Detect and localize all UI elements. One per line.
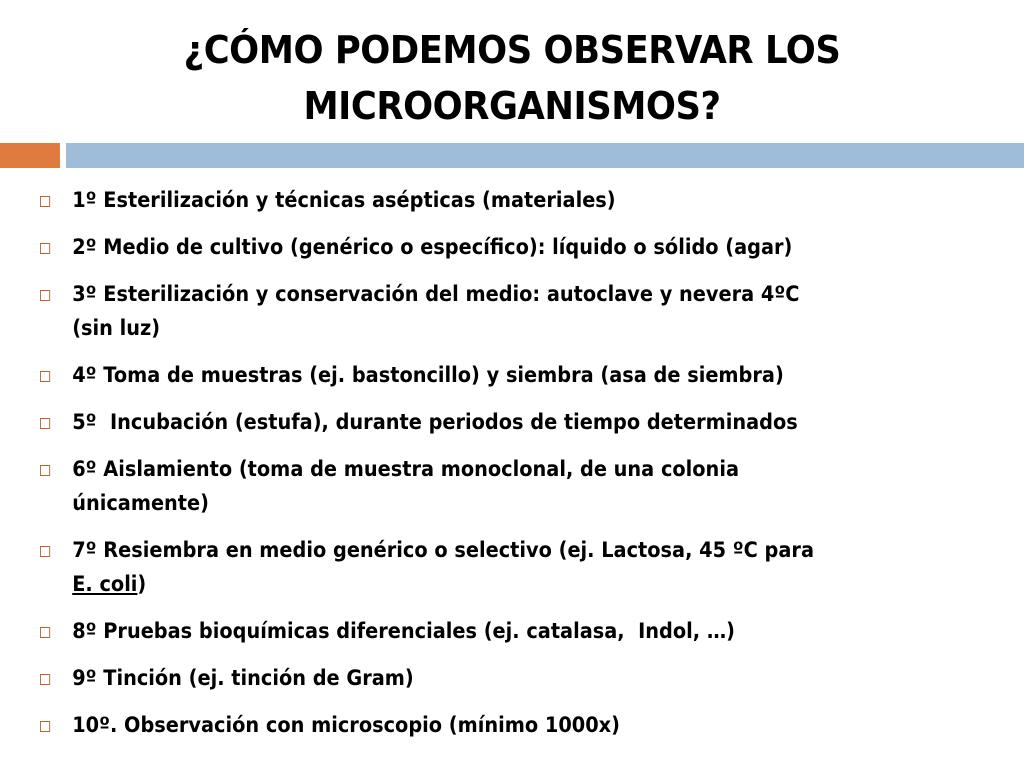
list-item bbox=[40, 358, 946, 392]
item-text: 8º Pruebas bioquímicas diferenciales (ej. catalasa, Indol, …) bbox=[72, 619, 735, 643]
item-text-line2-rest: ) bbox=[137, 572, 147, 596]
hollow-square-icon bbox=[40, 243, 50, 254]
hollow-square-icon bbox=[40, 465, 50, 476]
list-item bbox=[40, 661, 946, 695]
title-line-1: ¿CÓMO PODEMOS OBSERVAR LOS bbox=[183, 28, 841, 72]
item-text-line1: 7º Resiembra en medio genérico o selectivo (ej. Lactosa, 45 ºC para bbox=[72, 538, 814, 562]
hollow-square-icon bbox=[40, 721, 50, 732]
list-item bbox=[40, 533, 946, 601]
hollow-square-icon bbox=[40, 290, 50, 301]
list-item bbox=[40, 405, 946, 439]
hollow-square-icon bbox=[40, 627, 50, 638]
item-text-line2: (sin luz) bbox=[72, 316, 161, 340]
hollow-square-icon bbox=[40, 546, 50, 557]
species-name: E. coli bbox=[72, 572, 138, 596]
hollow-square-icon bbox=[40, 196, 50, 207]
item-text-line2: únicamente) bbox=[72, 491, 209, 515]
item-text: 9º Tinción (ej. tinción de Gram) bbox=[72, 666, 414, 690]
list-item bbox=[40, 452, 946, 520]
title-line-2: MICROORGANISMOS? bbox=[303, 84, 721, 128]
hollow-square-icon bbox=[40, 418, 50, 429]
hollow-square-icon bbox=[40, 674, 50, 685]
slide-title bbox=[92, 22, 933, 134]
bullet-list bbox=[40, 183, 940, 755]
list-item bbox=[40, 183, 946, 217]
list-item bbox=[40, 614, 946, 648]
item-text-line1: 6º Aislamiento (toma de muestra monoclonal, de una colonia bbox=[72, 457, 739, 481]
list-item bbox=[40, 277, 946, 345]
item-text-line1: 3º Esterilización y conservación del medio: autoclave y nevera 4ºC bbox=[72, 282, 800, 306]
title-accent-bar bbox=[0, 143, 60, 168]
hollow-square-icon bbox=[40, 371, 50, 382]
list-item bbox=[40, 230, 946, 264]
list-item bbox=[40, 708, 946, 742]
item-text: 10º. Observación con microscopio (mínimo 1000x) bbox=[72, 713, 620, 737]
item-text: 2º Medio de cultivo (genérico o específico): líquido o sólido (agar) bbox=[72, 235, 793, 259]
title-divider-bar bbox=[66, 143, 1024, 168]
item-text: 1º Esterilización y técnicas asépticas (materiales) bbox=[72, 188, 616, 212]
item-text: 4º Toma de muestras (ej. bastoncillo) y siembra (asa de siembra) bbox=[72, 363, 784, 387]
item-text: 5º Incubación (estufa), durante periodos de tiempo determinados bbox=[72, 410, 798, 434]
